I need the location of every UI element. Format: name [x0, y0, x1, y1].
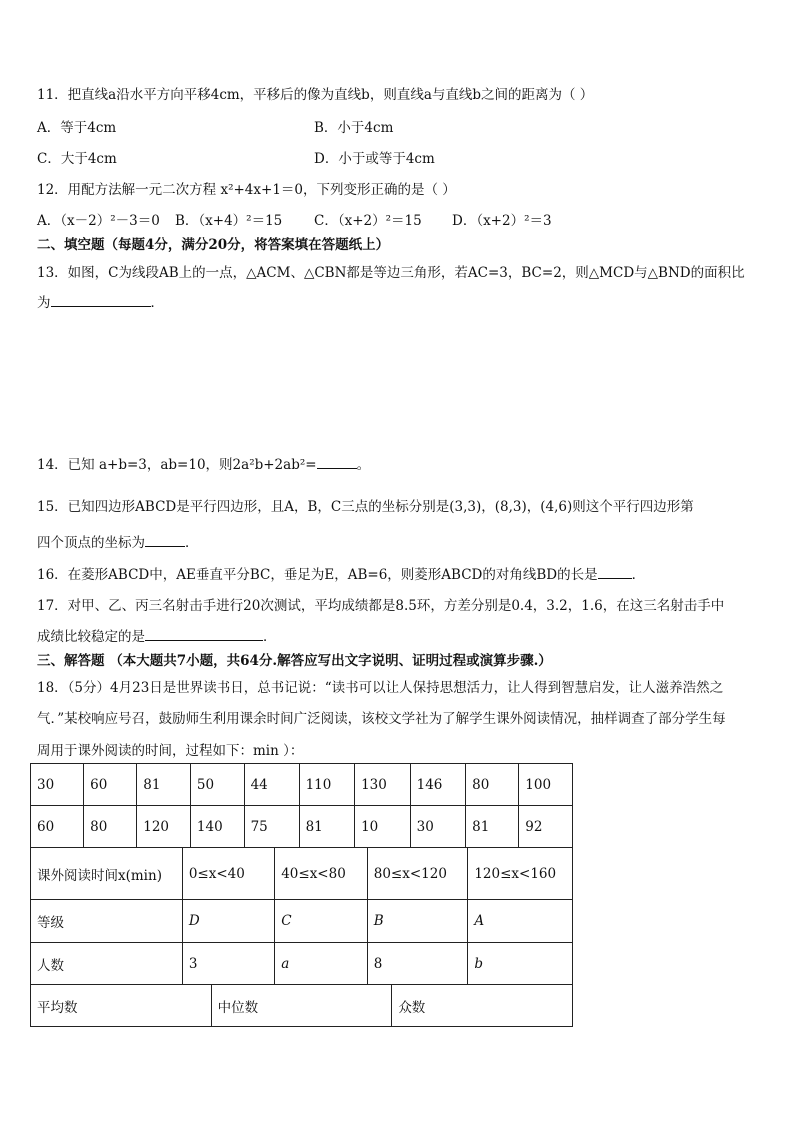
reading-time-grade-table [30, 847, 573, 985]
q16-answer-blank[interactable] [598, 564, 632, 579]
table-row [31, 943, 573, 985]
q17-line2-prefix: 成绩比较稳定的是 [37, 629, 145, 645]
mean-label-cell: 平均数 [31, 985, 212, 1027]
table-cell: 110 [299, 764, 355, 806]
count-cell: b [468, 943, 573, 985]
q13-answer-blank[interactable] [51, 292, 151, 307]
median-label-cell: 中位数 [211, 985, 392, 1027]
q12-option-d: D．（x+2）²＝3 [452, 213, 552, 229]
table-cell: 81 [299, 806, 355, 848]
reading-time-raw-data-table [30, 763, 573, 848]
table-cell: 60 [31, 806, 84, 848]
q18-line3: 周用于课外阅读的时间，过程如下：min ）： [37, 743, 304, 759]
table-cell: 75 [244, 806, 299, 848]
q17-line2 [37, 625, 277, 645]
q13-line1: 13．如图，C为线段AB上的一点，△ACM、△CBN都是等边三角形，若AC=3，BC=2，则△MCD与△BND的面积比 [37, 265, 745, 281]
table-cell: 120 [137, 806, 191, 848]
table-row [31, 764, 573, 806]
q16-suffix: ． [631, 567, 646, 583]
q12-option-a: A．（x－2）²－3＝0 [37, 213, 160, 229]
q15-line2-suffix: ． [185, 535, 199, 551]
q11-option-a: A．等于4cm [37, 120, 117, 136]
count-cell: a [275, 943, 368, 985]
table-cell: 146 [410, 764, 466, 806]
q12-stem: 12．用配方法解一元二次方程 x²+4x+1＝0，下列变形正确的是（ ） [37, 182, 456, 198]
table-cell: 80 [466, 764, 519, 806]
section-2-heading: 二、填空题（每题4分，满分20分，将答案填在答题纸上） [37, 237, 390, 253]
q13-line2-suffix: ． [150, 295, 164, 311]
mode-label-cell: 众数 [392, 985, 573, 1027]
q16-line [37, 563, 645, 583]
range-cell: 0≤x<40 [182, 848, 274, 900]
table-cell: 92 [519, 806, 573, 848]
q17-line2-suffix: ． [263, 629, 277, 645]
statistics-table [30, 984, 573, 1027]
table-cell: 80 [84, 806, 137, 848]
q18-line2: 气．”某校响应号召，鼓励师生利用课余时间广泛阅读，该校文学社为了解学生课外阅读情况，抽样调查了部分学生每 [37, 711, 726, 727]
q15-line1: 15．已知四边形ABCD是平行四边形，且A，B，C三点的坐标分别是(3,3)，(8,3)，(4,6)则这个平行四边形第 [37, 499, 694, 515]
table-row [31, 806, 573, 848]
q11-option-d: D．小于或等于4cm [314, 151, 435, 167]
section-3-heading: 三、解答题 （本大题共7小题，共64分.解答应写出文字说明、证明过程或演算步骤.） [37, 653, 552, 669]
q11-stem: 11．把直线a沿水平方向平移4cm，平移后的像为直线b，则直线a与直线b之间的距离为（ ） [37, 87, 594, 103]
grade-cell: C [275, 900, 368, 943]
grade-label-cell: 等级 [31, 900, 183, 943]
count-label-cell: 人数 [31, 943, 183, 985]
q16-prefix: 16．在菱形ABCD中，AE垂直平分BC，垂足为E，AB=6，则菱形ABCD的对角线BD的长是 [37, 567, 598, 583]
count-cell: 8 [367, 943, 468, 985]
q15-answer-blank[interactable] [145, 532, 185, 547]
q13-line2 [37, 291, 164, 311]
table-cell: 50 [190, 764, 244, 806]
table-cell: 30 [410, 806, 466, 848]
q14-suffix: 。 [356, 457, 371, 473]
q11-option-b: B．小于4cm [314, 120, 394, 136]
table-row [31, 985, 573, 1027]
range-cell: 120≤x<160 [468, 848, 573, 900]
q12-option-b: B．（x+4）²＝15 [175, 213, 283, 229]
table-cell: 44 [244, 764, 299, 806]
q11-option-c: C．大于4cm [37, 151, 117, 167]
table-cell: 140 [190, 806, 244, 848]
table-row [31, 848, 573, 900]
count-cell: 3 [182, 943, 274, 985]
q17-line1: 17．对甲、乙、丙三名射击手进行20次测试，平均成绩都是8.5环，方差分别是0.4，3.2，1.6，在这三名射击手中 [37, 598, 725, 614]
grade-cell: D [182, 900, 274, 943]
q14-answer-blank[interactable] [317, 454, 357, 469]
table-cell: 81 [466, 806, 519, 848]
table-row [31, 900, 573, 943]
q14-line [37, 453, 370, 473]
range-cell: 40≤x<80 [275, 848, 368, 900]
q15-line2-prefix: 四个顶点的坐标为 [37, 535, 145, 551]
q18-line1: 18．（5分）4月23日是世界读书日，总书记说：“读书可以让人保持思想活力，让人得到智慧启发，让人滋养浩然之 [37, 680, 724, 696]
q14-prefix: 14．已知 a+b=3，ab=10，则2a²b+2ab²= [37, 457, 317, 473]
table-cell: 10 [355, 806, 411, 848]
time-header-cell: 课外阅读时间x(min) [31, 848, 183, 900]
range-cell: 80≤x<120 [367, 848, 468, 900]
q13-line2-prefix: 为 [37, 295, 51, 311]
table-cell: 100 [519, 764, 573, 806]
q12-option-c: C．（x+2）²＝15 [314, 213, 422, 229]
grade-cell: B [367, 900, 468, 943]
q17-answer-blank[interactable] [145, 626, 263, 641]
table-cell: 60 [84, 764, 137, 806]
q15-line2 [37, 531, 199, 551]
table-cell: 81 [137, 764, 191, 806]
table-cell: 130 [355, 764, 411, 806]
table-cell: 30 [31, 764, 84, 806]
grade-cell: A [468, 900, 573, 943]
